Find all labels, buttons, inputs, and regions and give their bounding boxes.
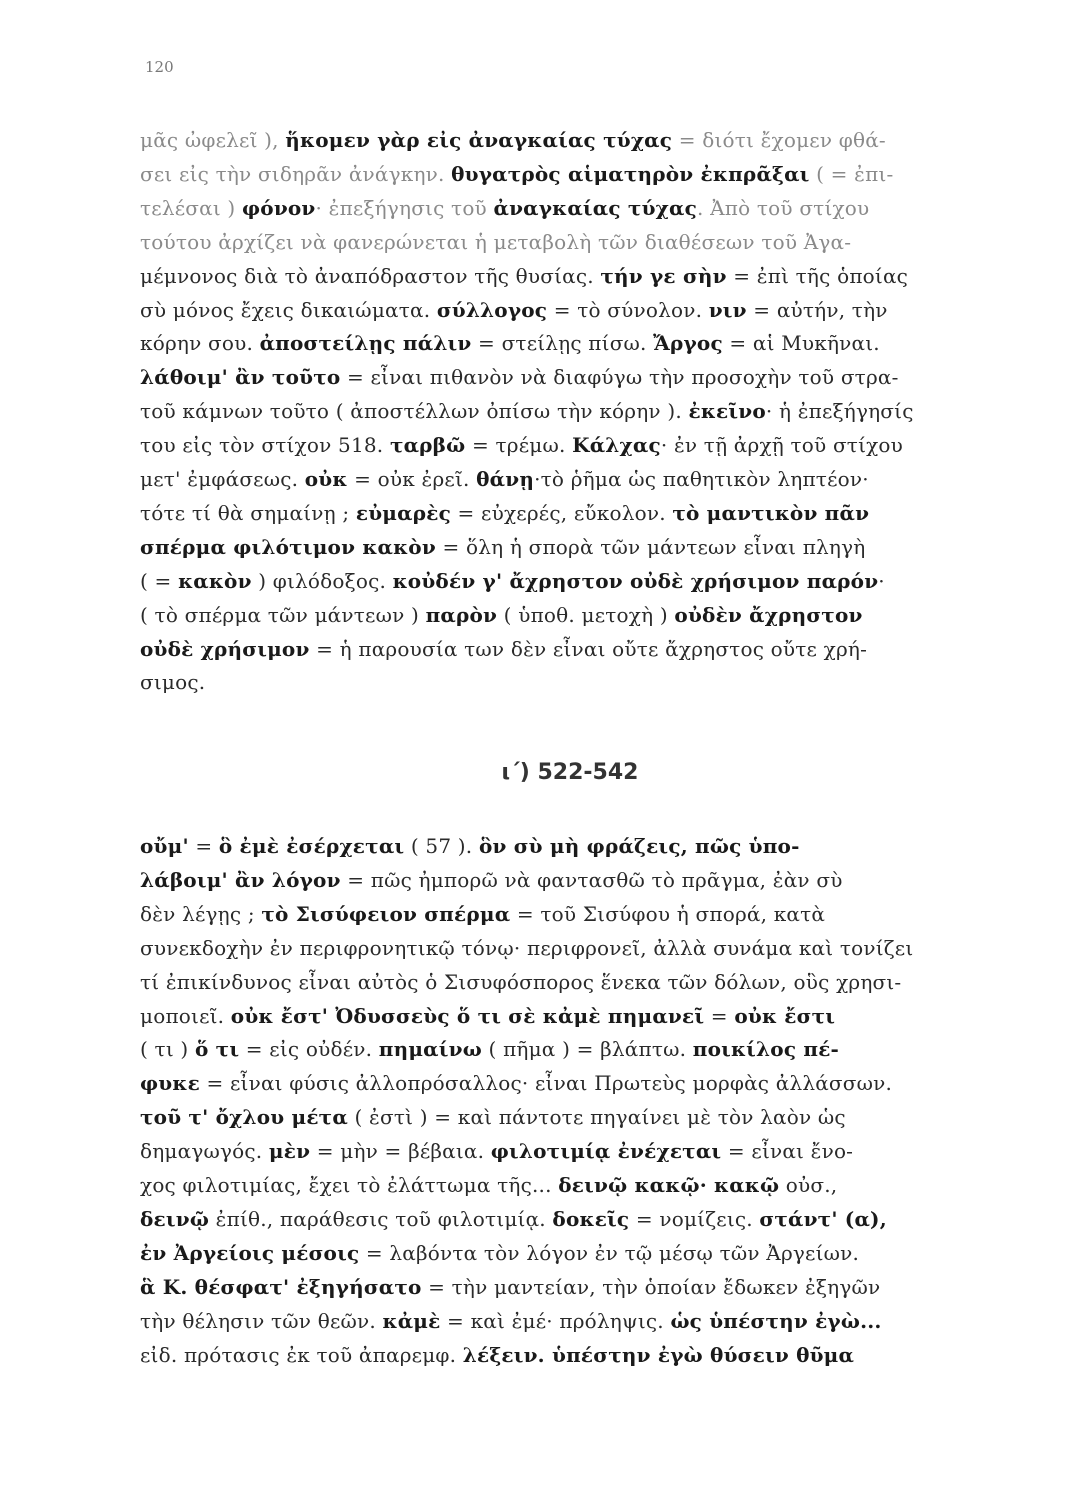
text-line: ἃ Κ. θέσφατ' ἐξηγήσατο = τὴν μαντείαν, τὴν ὁποίαν ἔδωκεν ἐξηγῶν	[140, 1274, 881, 1299]
lemma: δεινῷ κακῷ· κακῷ	[558, 1173, 780, 1197]
text-line: συνεκδοχὴν ἐν περιφρονητικῷ τόνῳ· περιφρονεῖ, ἀλλὰ συνάμα καὶ τονίζει	[140, 935, 914, 960]
lemma: νιν	[708, 297, 747, 322]
text-line: σει εἰς τὴν σιδηρᾶν ἀνάγκην. θυγατρὸς αἱματηρὸν ἐκπρᾶξαι ( = ἐπι-	[140, 161, 894, 186]
lemma: οὐδὲν ἄχρηστον	[674, 602, 863, 627]
lemma: οὐκ ἔστ' Ὀδυσσεὺς ὅ τι σὲ κἀμὲ πημανεῖ	[230, 1003, 705, 1028]
lemma: μὲν	[268, 1139, 311, 1164]
lemma: ὃ ἐμὲ ἐσέρχεται	[218, 834, 405, 858]
text-line: εἰδ. πρότασις ἐκ τοῦ ἀπαρεμφ. λέξειν. ὑπέστην ἐγὼ θύσειν θῦμα	[140, 1342, 855, 1367]
lemma: ἐν Ἀργείοις μέσοις	[140, 1240, 360, 1265]
text-line: σπέρμα φιλότιμον κακὸν = ὅλη ἡ σπορὰ τῶν μάντεων εἶναι πληγὴ	[140, 534, 866, 559]
text-line: μετ' ἐμφάσεως. οὐκ = οὐκ ἐρεῖ. θάνῃ·τὸ ῥῆμα ὡς παθητικὸν ληπτέον·	[140, 467, 869, 491]
page-number: 120	[145, 58, 174, 76]
lemma: στάντ' (α),	[759, 1206, 887, 1231]
lemma: οὐκ ἔστι	[734, 1003, 836, 1028]
text-line: οὔμ' = ὃ ἐμὲ ἐσέρχεται ( 57 ). ὃν σὺ μὴ φράζεις, πῶς ὑπο-	[140, 834, 800, 858]
lemma: κἀμὲ	[382, 1308, 441, 1333]
lemma: πημαίνω	[378, 1037, 482, 1062]
text-line: κόρην σου. ἀποστείλῃς πάλιν = στείλῃς πίσω. Ἄργος = αἱ Μυκῆναι.	[140, 331, 880, 356]
text-line: μοποιεῖ. οὐκ ἔστ' Ὀδυσσεὺς ὅ τι σὲ κἀμὲ πημανεῖ = οὐκ ἔστι	[140, 1003, 836, 1028]
lemma: ἀποστείλῃς πάλιν	[259, 331, 472, 356]
lemma: παρὸν	[425, 602, 498, 627]
text-line: δὲν λέγῃς ; τὸ Σισύφειον σπέρμα = τοῦ Σισύφου ἡ σπορά, κατὰ	[140, 901, 826, 926]
text-line: ἐν Ἀργείοις μέσοις = λαβόντα τὸν λόγον ἐν τῷ μέσῳ τῶν Ἀργείων.	[140, 1240, 860, 1265]
lemma: θάνῃ	[476, 467, 535, 491]
section-heading: ι΄) 522-542	[501, 760, 639, 785]
text-line: τοῦ τ' ὄχλου μέτα ( ἐστὶ ) = καὶ πάντοτε πηγαίνει μὲ τὸν λαὸν ὡς	[140, 1105, 846, 1130]
text-line: οὐδὲ χρήσιμον = ἡ παρουσία των δὲν εἶναι οὔτε ἄχρηστος οὔτε χρή-	[140, 636, 868, 661]
lemma: δοκεῖς	[552, 1206, 630, 1231]
text-line: τί ἐπικίνδυνος εἶναι αὐτὸς ὁ Σισυφόσπορος ἕνεκα τῶν δόλων, οὓς χρησι-	[140, 969, 902, 994]
text-line: λάθοιμ' ἂν τοῦτο = εἶναι πιθανὸν νὰ διαφύγω τὴν προσοχὴν τοῦ στρα-	[140, 365, 899, 390]
lemma: τοῦ τ' ὄχλου μέτα	[140, 1105, 348, 1130]
lemma: φιλοτιμίᾳ ἐνέχεται	[490, 1139, 722, 1164]
text-line: χος φιλοτιμίας, ἔχει τὸ ἐλάττωμα τῆς... δεινῷ κακῷ· κακῷ οὐσ.,	[140, 1173, 838, 1197]
text-line: τοῦ κάμνων τοῦτο ( ἀποστέλλων ὀπίσω τὴν κόρην ). ἐκεῖνο· ἡ ἐπεξήγησίς	[140, 399, 914, 424]
text-line: ( = κακὸν ) φιλόδοξος. κοὐδέν γ' ἄχρηστον οὐδὲ χρήσιμον παρόν·	[140, 568, 885, 593]
lemma: θυγατρὸς αἱματηρὸν ἐκπρᾶξαι	[451, 161, 810, 186]
lemma: ποικίλος πέ-	[692, 1037, 840, 1062]
lemma: εὐμαρὲς	[355, 500, 451, 525]
lemma: τὸ Σισύφειον σπέρμα	[261, 901, 511, 926]
lemma: ταρβῶ	[389, 433, 466, 458]
lemma: ὡς ὑπέστην ἐγὼ...	[670, 1308, 882, 1333]
text-line: φυκε = εἶναι φύσις ἀλλοπρόσαλλος· εἶναι Πρωτεὺς μορφὰς ἀλλάσσων.	[140, 1071, 893, 1096]
text-line: σὺ μόνος ἔχεις δικαιώματα. σύλλογος = τὸ σύνολον. νιν = αὐτήν, τὴν	[140, 297, 888, 322]
lemma: λέξειν. ὑπέστην ἐγὼ θύσειν θῦμα	[462, 1342, 855, 1367]
lemma: ὃν σὺ μὴ φράζεις, πῶς ὑπο-	[478, 834, 800, 858]
lemma: ἥκομεν γὰρ εἰς ἀναγκαίας τύχας	[285, 128, 673, 152]
text-line: σιμος.	[140, 670, 206, 695]
text-line: τούτου ἀρχίζει νὰ φανερώνεται ἡ μεταβολὴ τῶν διαθέσεων τοῦ Ἀγα-	[140, 229, 852, 254]
text-line: μέμνονος διὰ τὸ ἀναπόδραστον τῆς θυσίας. τήν γε σὴν = ἐπὶ τῆς ὁποίας	[140, 263, 909, 288]
lemma: κοὐδέν γ' ἄχρηστον οὐδὲ χρήσιμον παρόν	[392, 568, 879, 593]
lemma: ἐκεῖνο	[688, 399, 766, 424]
lemma: τὸ μαντικὸν πᾶν	[672, 500, 870, 525]
lemma: φόνον	[241, 195, 316, 220]
text-line: ( τι ) ὅ τι = εἰς οὐδέν. πημαίνω ( πῆμα ) = βλάπτω. ποικίλος πέ-	[140, 1037, 840, 1062]
lemma: οὔμ'	[140, 834, 189, 858]
text-line: δεινῷ ἐπίθ., παράθεσις τοῦ φιλοτιμίᾳ. δοκεῖς = νομίζεις. στάντ' (α),	[140, 1206, 887, 1231]
lemma: λάβοιμ' ἂν λόγον	[140, 867, 341, 892]
text-line: ( τὸ σπέρμα τῶν μάντεων ) παρὸν ( ὑποθ. μετοχὴ ) οὐδὲν ἄχρηστον	[140, 602, 863, 627]
lemma: οὐδὲ χρήσιμον	[140, 636, 310, 661]
lemma: ἃ Κ. θέσφατ' ἐξηγήσατο	[140, 1274, 422, 1299]
text-line: δημαγωγός. μὲν = μὴν = βέβαια. φιλοτιμίᾳ ἐνέχεται = εἶναι ἔνο-	[140, 1139, 854, 1164]
text-line: λάβοιμ' ἂν λόγον = πῶς ἠμπορῶ νὰ φαντασθῶ τὸ πρᾶγμα, ἐὰν σὺ	[140, 867, 843, 892]
text-line: τότε τί θὰ σημαίνῃ ; εὐμαρὲς = εὐχερές, εὔκολον. τὸ μαντικὸν πᾶν	[140, 500, 870, 525]
lemma: οὐκ	[304, 467, 348, 491]
lemma: τήν γε σὴν	[600, 263, 727, 288]
lemma: Κάλχας	[572, 433, 661, 458]
text-line: τελέσαι ) φόνον· ἐπεξήγησις τοῦ ἀναγκαίας τύχας. Ἀπὸ τοῦ στίχου	[140, 195, 870, 220]
lemma: φυκε	[140, 1071, 200, 1096]
lemma: ἀναγκαίας τύχας	[493, 195, 697, 220]
lemma: ὅ τι	[194, 1037, 240, 1062]
text-line: του εἰς τὸν στίχον 518. ταρβῶ = τρέμω. Κάλχας· ἐν τῇ ἀρχῇ τοῦ στίχου	[140, 433, 904, 458]
lemma: σύλλογος	[436, 297, 548, 322]
lemma: λάθοιμ' ἂν τοῦτο	[140, 365, 341, 390]
lemma: σπέρμα φιλότιμον κακὸν	[140, 534, 436, 559]
text-line: μᾶς ὠφελεῖ ), ἥκομεν γὰρ εἰς ἀναγκαίας τύχας = διότι ἔχομεν φθά-	[140, 128, 886, 152]
lemma: δεινῷ	[140, 1206, 210, 1231]
lemma: Ἄργος	[653, 331, 723, 356]
lemma: κακὸν	[178, 568, 252, 593]
text-line: τὴν θέλησιν τῶν θεῶν. κἀμὲ = καὶ ἐμέ· πρόληψις. ὡς ὑπέστην ἐγὼ...	[140, 1308, 882, 1333]
